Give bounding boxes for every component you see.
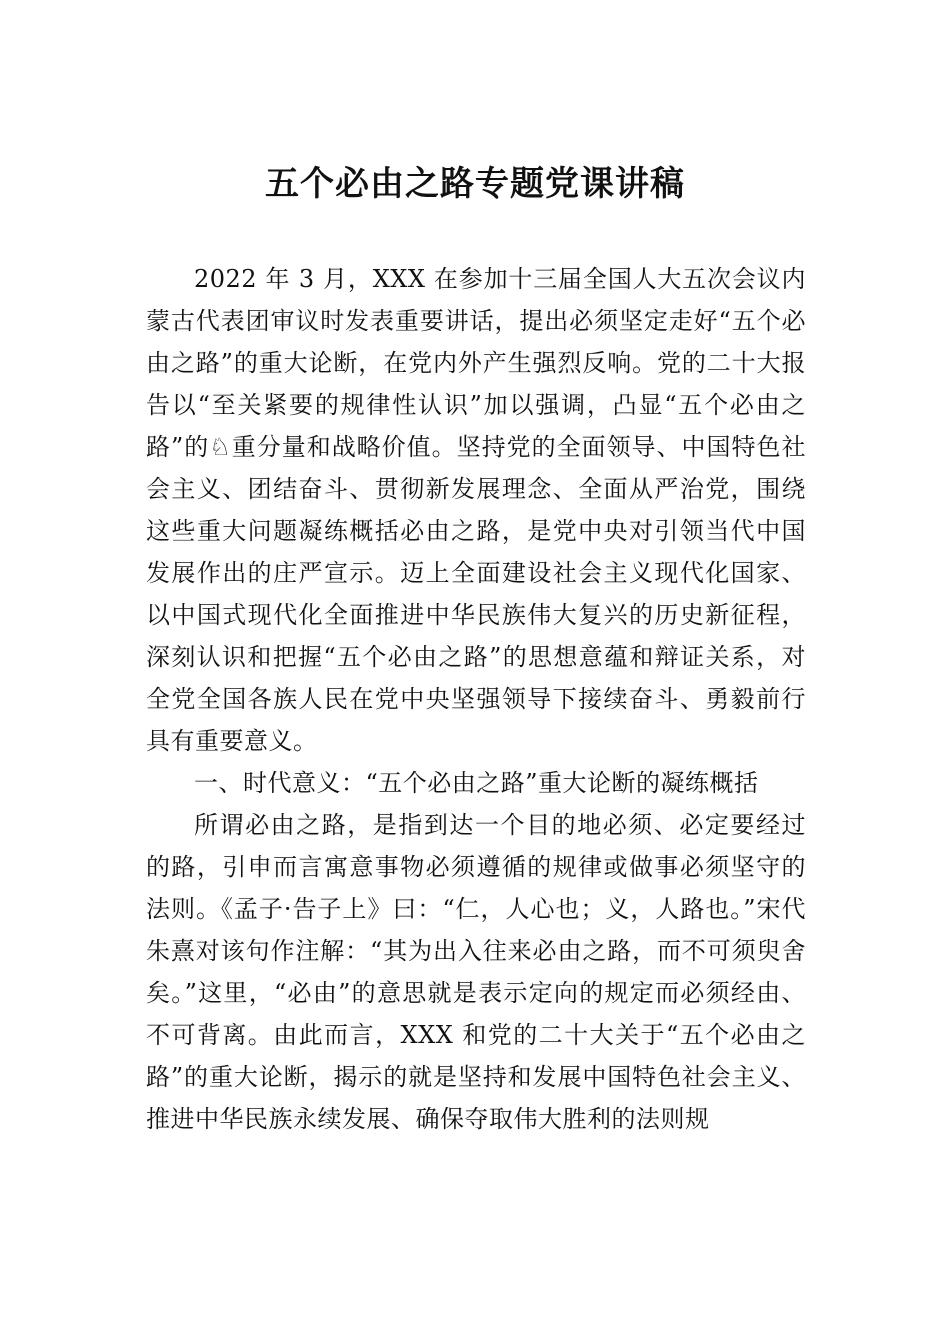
section-heading: 一、时代意义：“五个必由之路”重大论断的凝练概括: [194, 769, 759, 797]
body-paragraph: 2022 年 3 月，XXX 在参加十三届全国人大五次会议内蒙古代表团审议时发表重要讲话，提出必须坚定走好“五个必由之路”的重大论断，在党内外产生强烈反响。党的二十大报告以“至关紧要的规律性认识”加以强调，凸显“五个必由之路”的♘重分量和战略价值。坚持党的全面领导、中国特色社会主义、团结奋斗、贯彻新发展理念、全面从严治党，围绕这些重大问题凝练概括必由之路，是党中央对引领当代中国发展作出的庄严宣示。迈上全面建设社会主义现代化国家、以中国式现代化全面推进中华民族伟大复兴的历史新征程，深刻认识和把握“五个必由之路”的思想意蕴和辩证关系，对全党全国各族人民在党中央坚强领导下接续奋斗、勇毅前行具有重要意义。: [146, 265, 806, 755]
body-paragraph: 所谓必由之路，是指到达一个目的地必须、必定要经过的路，引申而言寓意事物必须遵循的规律或做事必须坚守的法则。《孟子·告子上》曰：“仁，人心也；义，人路也。”宋代朱熹对该句作注解：“其为出入往来必由之路，而不可须臾舍矣。”这里，“必由”的意思就是表示定向的规定而必须经由、不可背离。由此而言，XXX 和党的二十大关于“五个必由之路”的重大论断，揭示的就是坚持和发展中国特色社会主义、推进中华民族永续发展、确保夺取伟大胜利的法则规: [146, 811, 806, 1133]
document-body: [146, 258, 806, 1140]
document-title: 五个必由之路专题党课讲稿: [265, 164, 685, 204]
